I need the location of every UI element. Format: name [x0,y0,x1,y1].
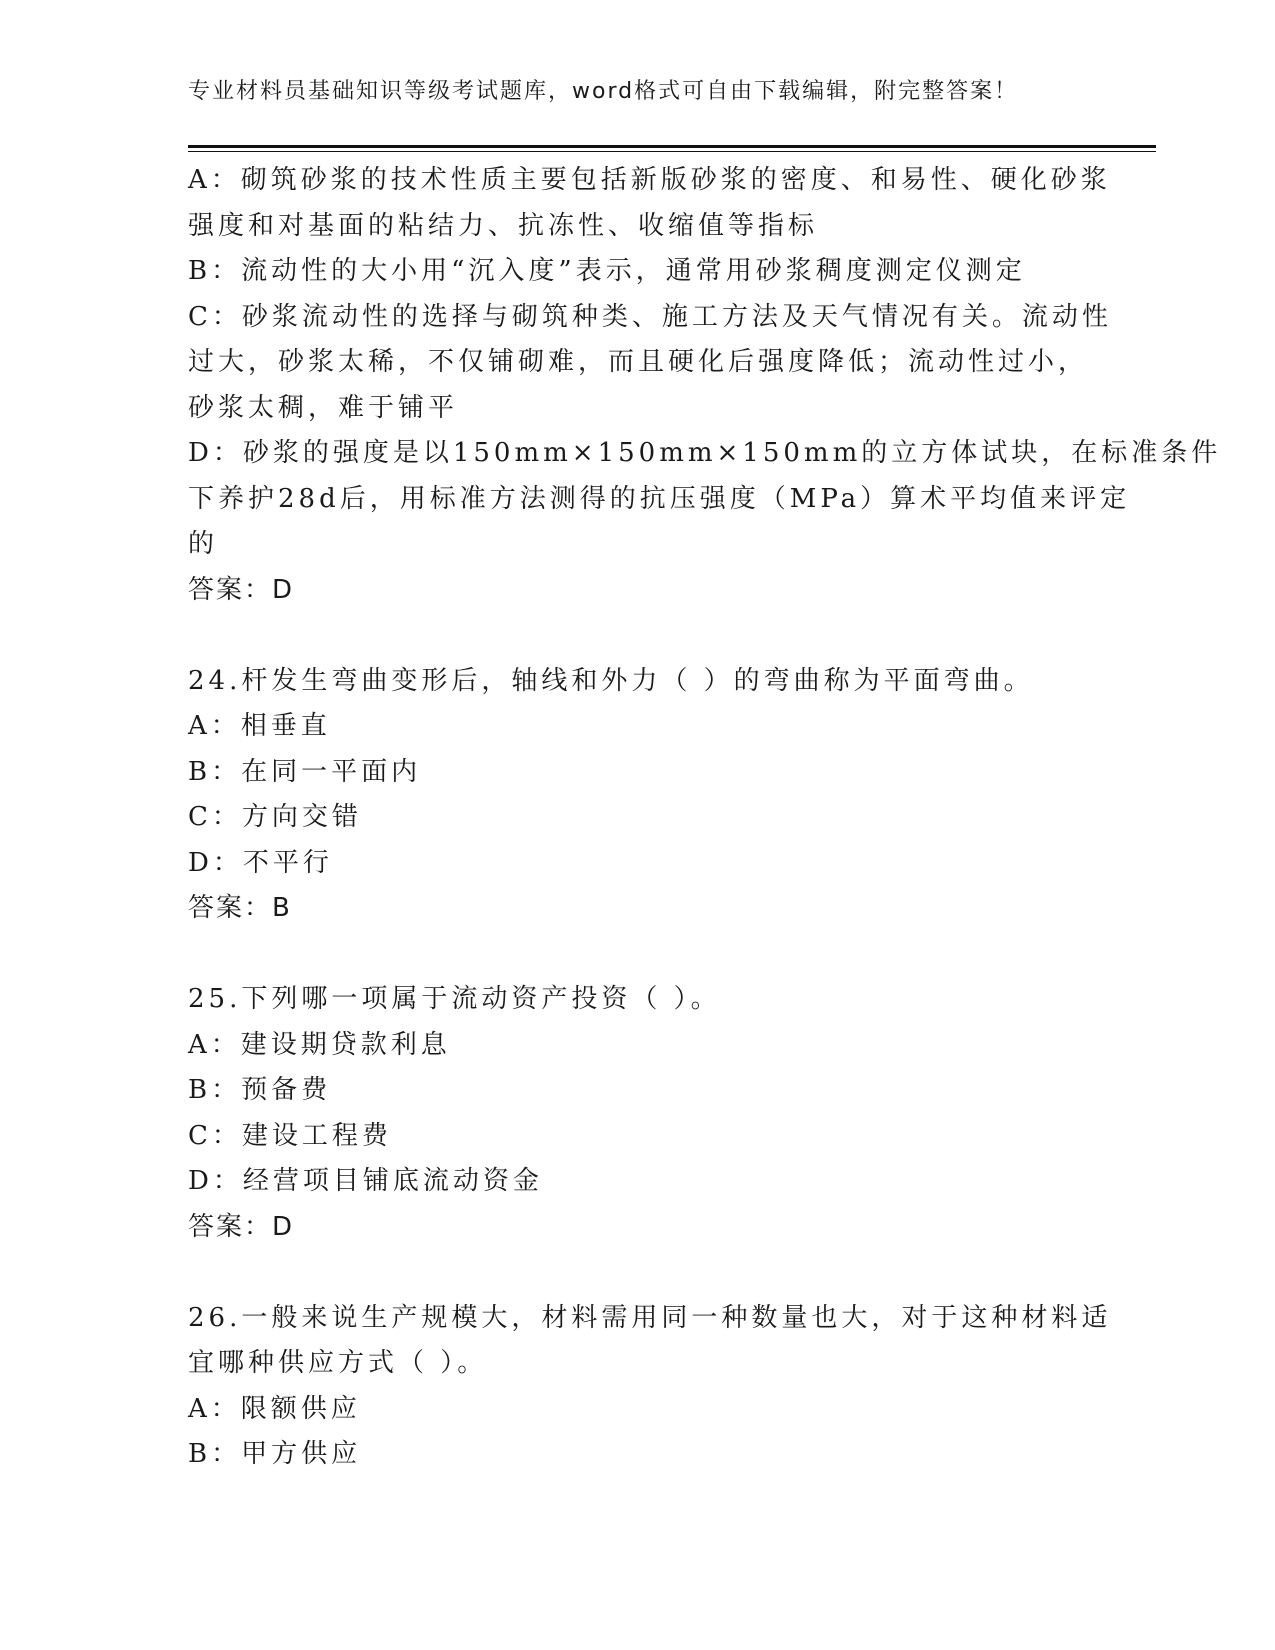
question-26 [188,1296,1112,1478]
question-24 [188,659,1088,932]
option-b [188,249,1088,295]
option-c: C：建设工程费 [188,1120,392,1151]
answer-line: 答案：B [188,893,292,923]
option-line: C：砂浆流动性的选择与砌筑种类、施工方法及天气情况有关。流动性 [188,301,1112,332]
spacer [188,932,1088,978]
option-a: A：限额供应 [188,1393,361,1424]
option-line: 砂浆太稠，难于铺平 [188,392,459,423]
option-b: B：预备费 [188,1075,332,1105]
option-line: 的 [188,529,219,559]
option-c: C：方向交错 [188,802,362,832]
spacer [188,613,1088,659]
answer-line: 答案：D [188,1211,295,1242]
spacer [188,1250,1088,1296]
option-b: B：甲方供应 [188,1439,362,1469]
option-line: B：流动性的大小用“沉入度”表示，通常用砂浆稠度测定仪测定 [188,256,1026,286]
option-a: A：相垂直 [188,711,331,741]
option-a [188,158,1111,249]
option-line: 下养护28d后，用标准方法测得的抗压强度（MPa）算术平均值来评定 [188,483,1131,514]
question-stem: 24.杆发生弯曲变形后，轴线和外力（ ）的弯曲称为平面弯曲。 [188,665,1034,696]
option-line: 强度和对基面的粘结力、抗冻性、收缩值等指标 [188,210,819,241]
option-line: D：砂浆的强度是以150mm×150mm×150mm的立方体试块，在标准条件 [188,438,1222,468]
option-a: A：建设期贷款利息 [188,1029,451,1060]
option-d: D：经营项目铺底流动资金 [188,1166,543,1196]
option-c [188,295,1112,432]
answer-line: 答案：D [188,574,295,605]
header-rule-thin [188,151,1156,152]
question-25 [188,977,1088,1250]
option-line: 过大，砂浆太稀，不仅铺砌难，而且硬化后强度降低；流动性过小， [188,347,1089,377]
question-stem: 宜哪种供应方式（ ）。 [188,1348,488,1378]
prev-question [188,158,1222,613]
option-d [188,431,1222,568]
option-line: A：砌筑砂浆的技术性质主要包括新版砂浆的密度、和易性、硬化砂浆 [188,165,1111,195]
page-header: 专业材料员基础知识等级考试题库，word格式可自由下载编辑，附完整答案！ [188,79,1019,104]
document-body [188,158,1222,1478]
question-stem: 25.下列哪一项属于流动资产投资（ ）。 [188,984,721,1014]
option-d: D：不平行 [188,847,333,878]
option-b: B：在同一平面内 [188,756,422,787]
question-stem: 26.一般来说生产规模大，材料需用同一种数量也大，对于这种材料适 [188,1302,1112,1333]
header-rule [188,145,1156,148]
